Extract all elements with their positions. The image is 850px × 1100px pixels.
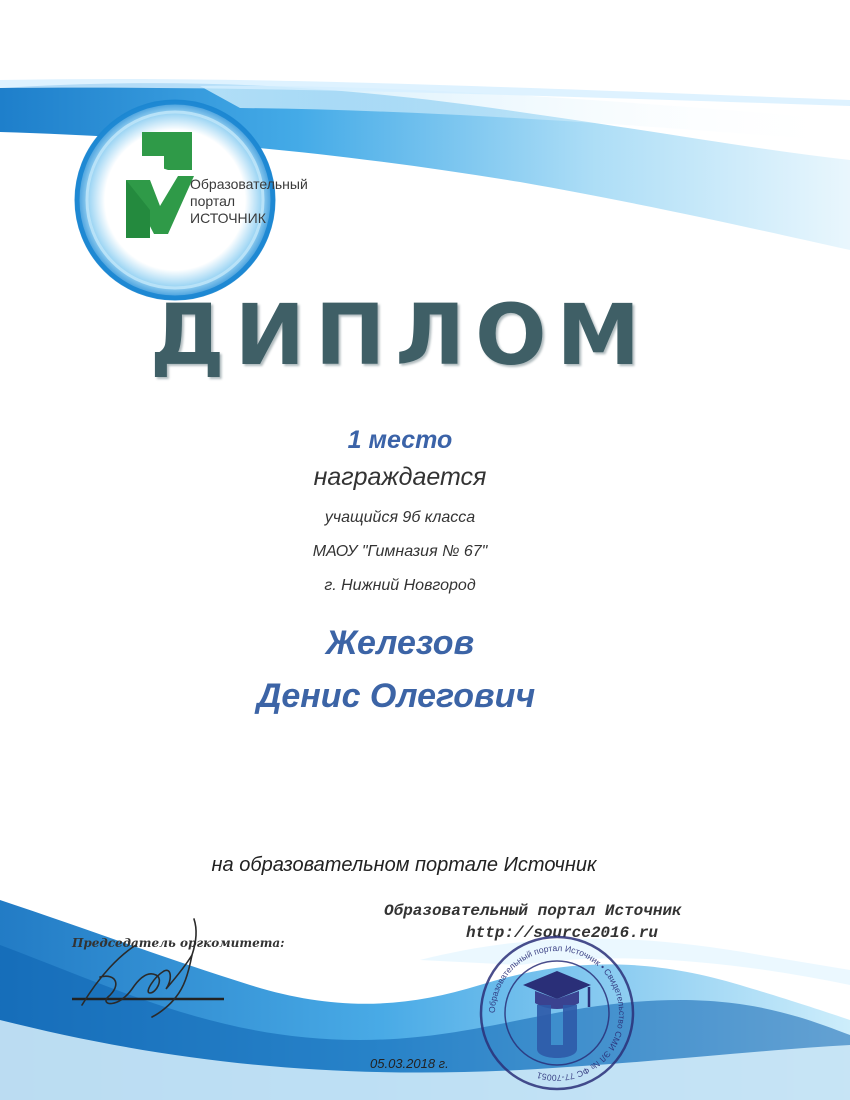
portal-line: на образовательном портале Источник: [211, 854, 597, 876]
portal-logo-text: [190, 176, 308, 227]
logo-line-2: портал: [190, 193, 236, 209]
logo-line-3: ИСТОЧНИК: [190, 210, 266, 226]
chair-label: Председатель оргкомитета:: [72, 936, 285, 950]
portal-logo-emblem-icon: [120, 126, 200, 246]
place-label: 1 место: [347, 426, 453, 454]
awarded-label: награждается: [313, 463, 487, 491]
stamp-ring-text: Образовательный портал Источник • Свидетельство СМИ ЭЛ № ФС 77-70051: [486, 942, 628, 1084]
issue-date: 05.03.2018 г.: [370, 1056, 449, 1071]
city-name: г. Нижний Новгород: [324, 577, 476, 594]
handwritten-signature: [60, 905, 240, 1025]
recipient-surname: Железов: [325, 624, 475, 662]
student-class: учащийся 9б класса: [324, 509, 476, 526]
organization-stamp: [477, 933, 637, 1093]
school-name: МАОУ "Гимназия № 67": [312, 543, 488, 560]
recipient-given-names: Денис Олегович: [256, 677, 536, 715]
signature-url: http://source2016.ru: [466, 924, 659, 942]
svg-text:Образовательный портал Источни: [487, 943, 627, 1083]
signature-organization: Образовательный портал Источник: [384, 902, 682, 920]
logo-line-1: Образовательный: [190, 176, 308, 192]
diploma-title: ДИПЛОМ: [149, 286, 651, 384]
